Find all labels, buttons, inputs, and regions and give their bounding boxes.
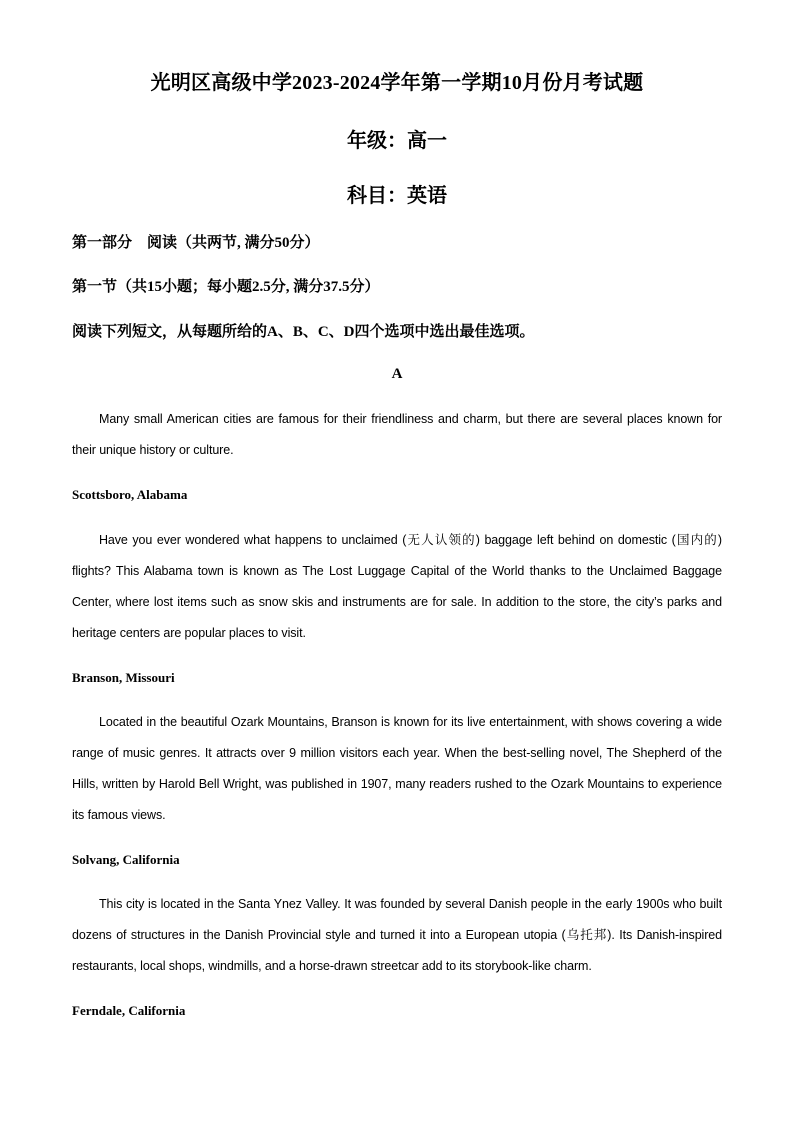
place-heading: Branson, Missouri — [72, 670, 175, 685]
place-paragraph: Located in the beautiful Ozark Mountains, Branson is known for its live entertainment, with shows covering a wide range of music genres. It attracts over 9 million visitors each year. When the best-selling novel, The Shepherd of the Hills, written by Harold Bell Wright, was published in 1907, many readers rushed to the Ozark Mountains to experience its famous views. — [72, 715, 722, 822]
place-paragraph: Have you ever wondered what happens to unclaimed (无人认领的) baggage left behind on domestic (国内的) flights? This Alabama town is known as The Lost Luggage Capital of the World thanks to the Unclaimed Baggage Center, where lost items such as snow skis and instruments are for sale. In addition to the store, the city’s parks and heritage centers are popular places to visit. — [72, 533, 722, 640]
place-heading: Scottsboro, Alabama — [72, 487, 188, 502]
place-paragraph: This city is located in the Santa Ynez Valley. It was founded by several Danish people in the early 1900s who built dozens of structures in the Danish Provincial style and turned it into a European utopia (乌托邦). Its Danish-inspired restaurants, local shops, windmills, and a horse-drawn streetcar add to its storybook-like charm. — [72, 897, 722, 973]
passage-label: A — [391, 366, 403, 382]
place-heading: Ferndale, California — [72, 1003, 186, 1018]
subject-label: 科目：英语 — [347, 185, 447, 207]
part-heading: 第一部分 阅读（共两节, 满分50分） — [72, 235, 320, 251]
passage-intro: Many small American cities are famous for their friendliness and charm, but there are several places known for their unique history or culture. — [72, 412, 722, 457]
section-heading: 第一节（共15小题；每小题2.5分, 满分37.5分） — [72, 279, 380, 295]
place-heading: Solvang, California — [72, 852, 180, 867]
grade-label: 年级：高一 — [347, 130, 447, 152]
exam-title: 光明区高级中学2023-2024学年第一学期10月份月考试题 — [150, 72, 644, 94]
instruction-text: 阅读下列短文，从每题所给的A、B、C、D四个选项中选出最佳选项。 — [72, 324, 535, 340]
